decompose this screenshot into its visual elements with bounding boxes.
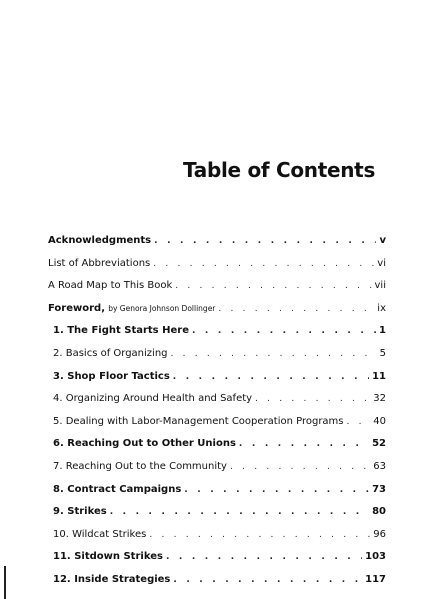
toc-entry-page: 73 — [372, 483, 386, 495]
toc-entry-chapter-2[interactable] — [48, 343, 386, 366]
toc-entry-label: 9. Strikes — [53, 506, 107, 518]
toc-entry-acknowledgments[interactable] — [48, 230, 386, 253]
dot-leader — [149, 524, 370, 547]
dot-leader — [347, 411, 371, 434]
toc-entry-chapter-12[interactable] — [48, 569, 386, 592]
toc-entry-page: v — [379, 235, 386, 246]
toc-entry-page: vii — [374, 280, 386, 292]
page-title: Table of Contents — [183, 158, 376, 182]
toc-entry-chapter-8[interactable] — [48, 479, 386, 502]
toc-entry-label: 7. Reaching Out to the Community — [53, 460, 227, 472]
toc-entry-chapter-9[interactable] — [48, 501, 386, 524]
toc-entry-chapter-10[interactable] — [48, 524, 386, 547]
dot-leader — [173, 366, 369, 389]
toc-entry-label: 3. Shop Floor Tactics — [53, 370, 170, 382]
toc-entry-chapter-11[interactable] — [48, 546, 386, 569]
toc-entry-page: 5 — [379, 347, 386, 359]
toc-entry-page: 103 — [365, 551, 386, 563]
toc-entry-label: List of Abbreviations — [48, 257, 151, 269]
toc-entry-page: vi — [377, 257, 386, 269]
toc-entry-chapter-6[interactable] — [48, 433, 386, 456]
toc-entry-road-map[interactable] — [48, 275, 386, 298]
dot-leader — [255, 388, 370, 411]
toc-entry-label: 8. Contract Campaigns — [53, 483, 182, 495]
toc-entry-page: 63 — [373, 460, 386, 472]
toc-entry-label: 10. Wildcat Strikes — [53, 528, 147, 540]
toc-entry-page: 117 — [365, 573, 386, 585]
toc-entry-label: A Road Map to This Book — [48, 280, 173, 292]
toc-entry-chapter-4[interactable] — [48, 388, 386, 411]
dot-leader — [230, 456, 370, 479]
dot-leader — [184, 479, 369, 502]
toc-entry-page: 11 — [372, 370, 386, 382]
toc-entry-abbreviations[interactable] — [48, 253, 386, 276]
toc-entry-label: 12. Inside Strategies — [53, 573, 171, 585]
dot-leader — [218, 298, 374, 321]
toc-entry-chapter-3[interactable] — [48, 366, 386, 389]
toc-entry-page: 96 — [373, 528, 386, 540]
toc-entry-label: 4. Organizing Around Health and Safety — [53, 393, 253, 405]
toc-entry-label: 2. Basics of Organizing — [53, 347, 168, 359]
dot-leader — [110, 501, 369, 524]
dot-leader — [239, 433, 369, 456]
dot-leader — [171, 343, 377, 366]
toc-entry-page: ix — [377, 302, 386, 314]
toc-entry-label: Acknowledgments — [48, 235, 152, 246]
toc-entry-page: 40 — [373, 415, 386, 427]
toc-entry-chapter-1[interactable] — [48, 320, 386, 343]
toc-entry-page: 32 — [373, 393, 386, 405]
toc-entry-label: 1. The Fight Starts Here — [53, 325, 189, 337]
dot-leader — [153, 253, 374, 276]
dot-leader — [175, 275, 371, 298]
toc-entry-label: 5. Dealing with Labor-Management Cooperation Programs — [53, 415, 344, 427]
toc-entry-sublabel: by Genora Johnson Dollinger — [108, 303, 216, 313]
dot-leader — [173, 569, 362, 592]
dot-leader — [192, 320, 376, 343]
scan-margin-mark — [4, 566, 6, 599]
toc-entry-page: 1 — [379, 325, 386, 337]
toc-entry-chapter-7[interactable] — [48, 456, 386, 479]
toc-entry-label-main: Foreword, — [48, 302, 106, 314]
toc-entry-label: 6. Reaching Out to Other Unions — [53, 438, 236, 450]
dot-leader — [154, 230, 376, 253]
toc-entry-label: 11. Sitdown Strikes — [53, 551, 163, 563]
toc-entry-page: 52 — [372, 438, 386, 450]
toc-entry-chapter-5[interactable] — [48, 411, 386, 434]
toc-entry-foreword[interactable] — [48, 298, 386, 321]
toc-entry-label — [48, 298, 215, 321]
table-of-contents — [48, 230, 386, 592]
dot-leader — [166, 546, 362, 569]
toc-entry-page: 80 — [372, 506, 386, 518]
